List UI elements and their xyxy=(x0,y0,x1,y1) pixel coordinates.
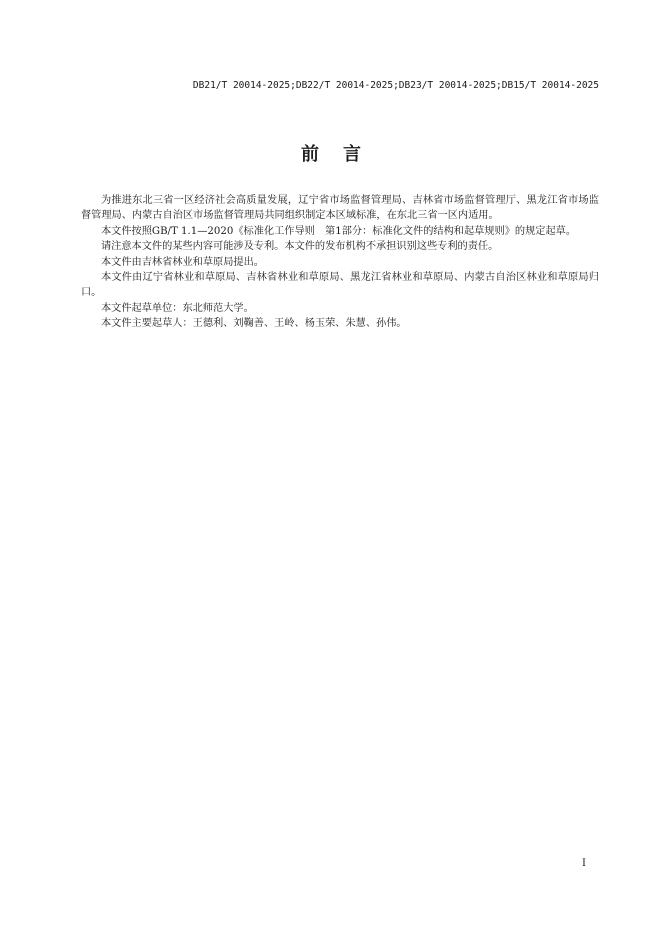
paragraph-proposer: 本文件由吉林省林业和草原局提出。 xyxy=(101,256,264,268)
page-number: I xyxy=(582,858,586,869)
paragraph-drafting-rules: 本文件按照GB/T 1.1—2020《标准化工作导则 第1部分：标准化文件的结构和起草规则》的规定起草。 xyxy=(101,225,577,237)
paragraph-administrator: 本文件由辽宁省林业和草原局、吉林省林业和草原局、黑龙江省林业和草原局、内蒙古自治区林业和草原局归口。 xyxy=(81,272,599,299)
paragraph-drafting-unit: 本文件起草单位：东北师范大学。 xyxy=(101,302,254,314)
paragraph-purpose: 为推进东北三省一区经济社会高质量发展，辽宁省市场监督管理局、吉林省市场监督管理厅、黑龙江省市场监督管理局、内蒙古自治区市场监督管理局共同组织制定本区域标准，在东北三省一区内适用。 xyxy=(81,195,599,222)
paragraph-drafters: 本文件主要起草人：王德利、刘鞠善、王岭、杨玉荣、朱慧、孙伟。 xyxy=(101,318,407,330)
standard-code-header: DB21/T 20014-2025;DB22/T 20014-2025;DB23/T 20014-2025;DB15/T 20014-2025 xyxy=(192,80,599,91)
foreword-body xyxy=(81,193,599,332)
page-title: 前言 xyxy=(301,144,385,165)
paragraph-patent-notice: 请注意本文件的某些内容可能涉及专利。本文件的发布机构不承担识别这些专利的责任。 xyxy=(101,241,499,253)
